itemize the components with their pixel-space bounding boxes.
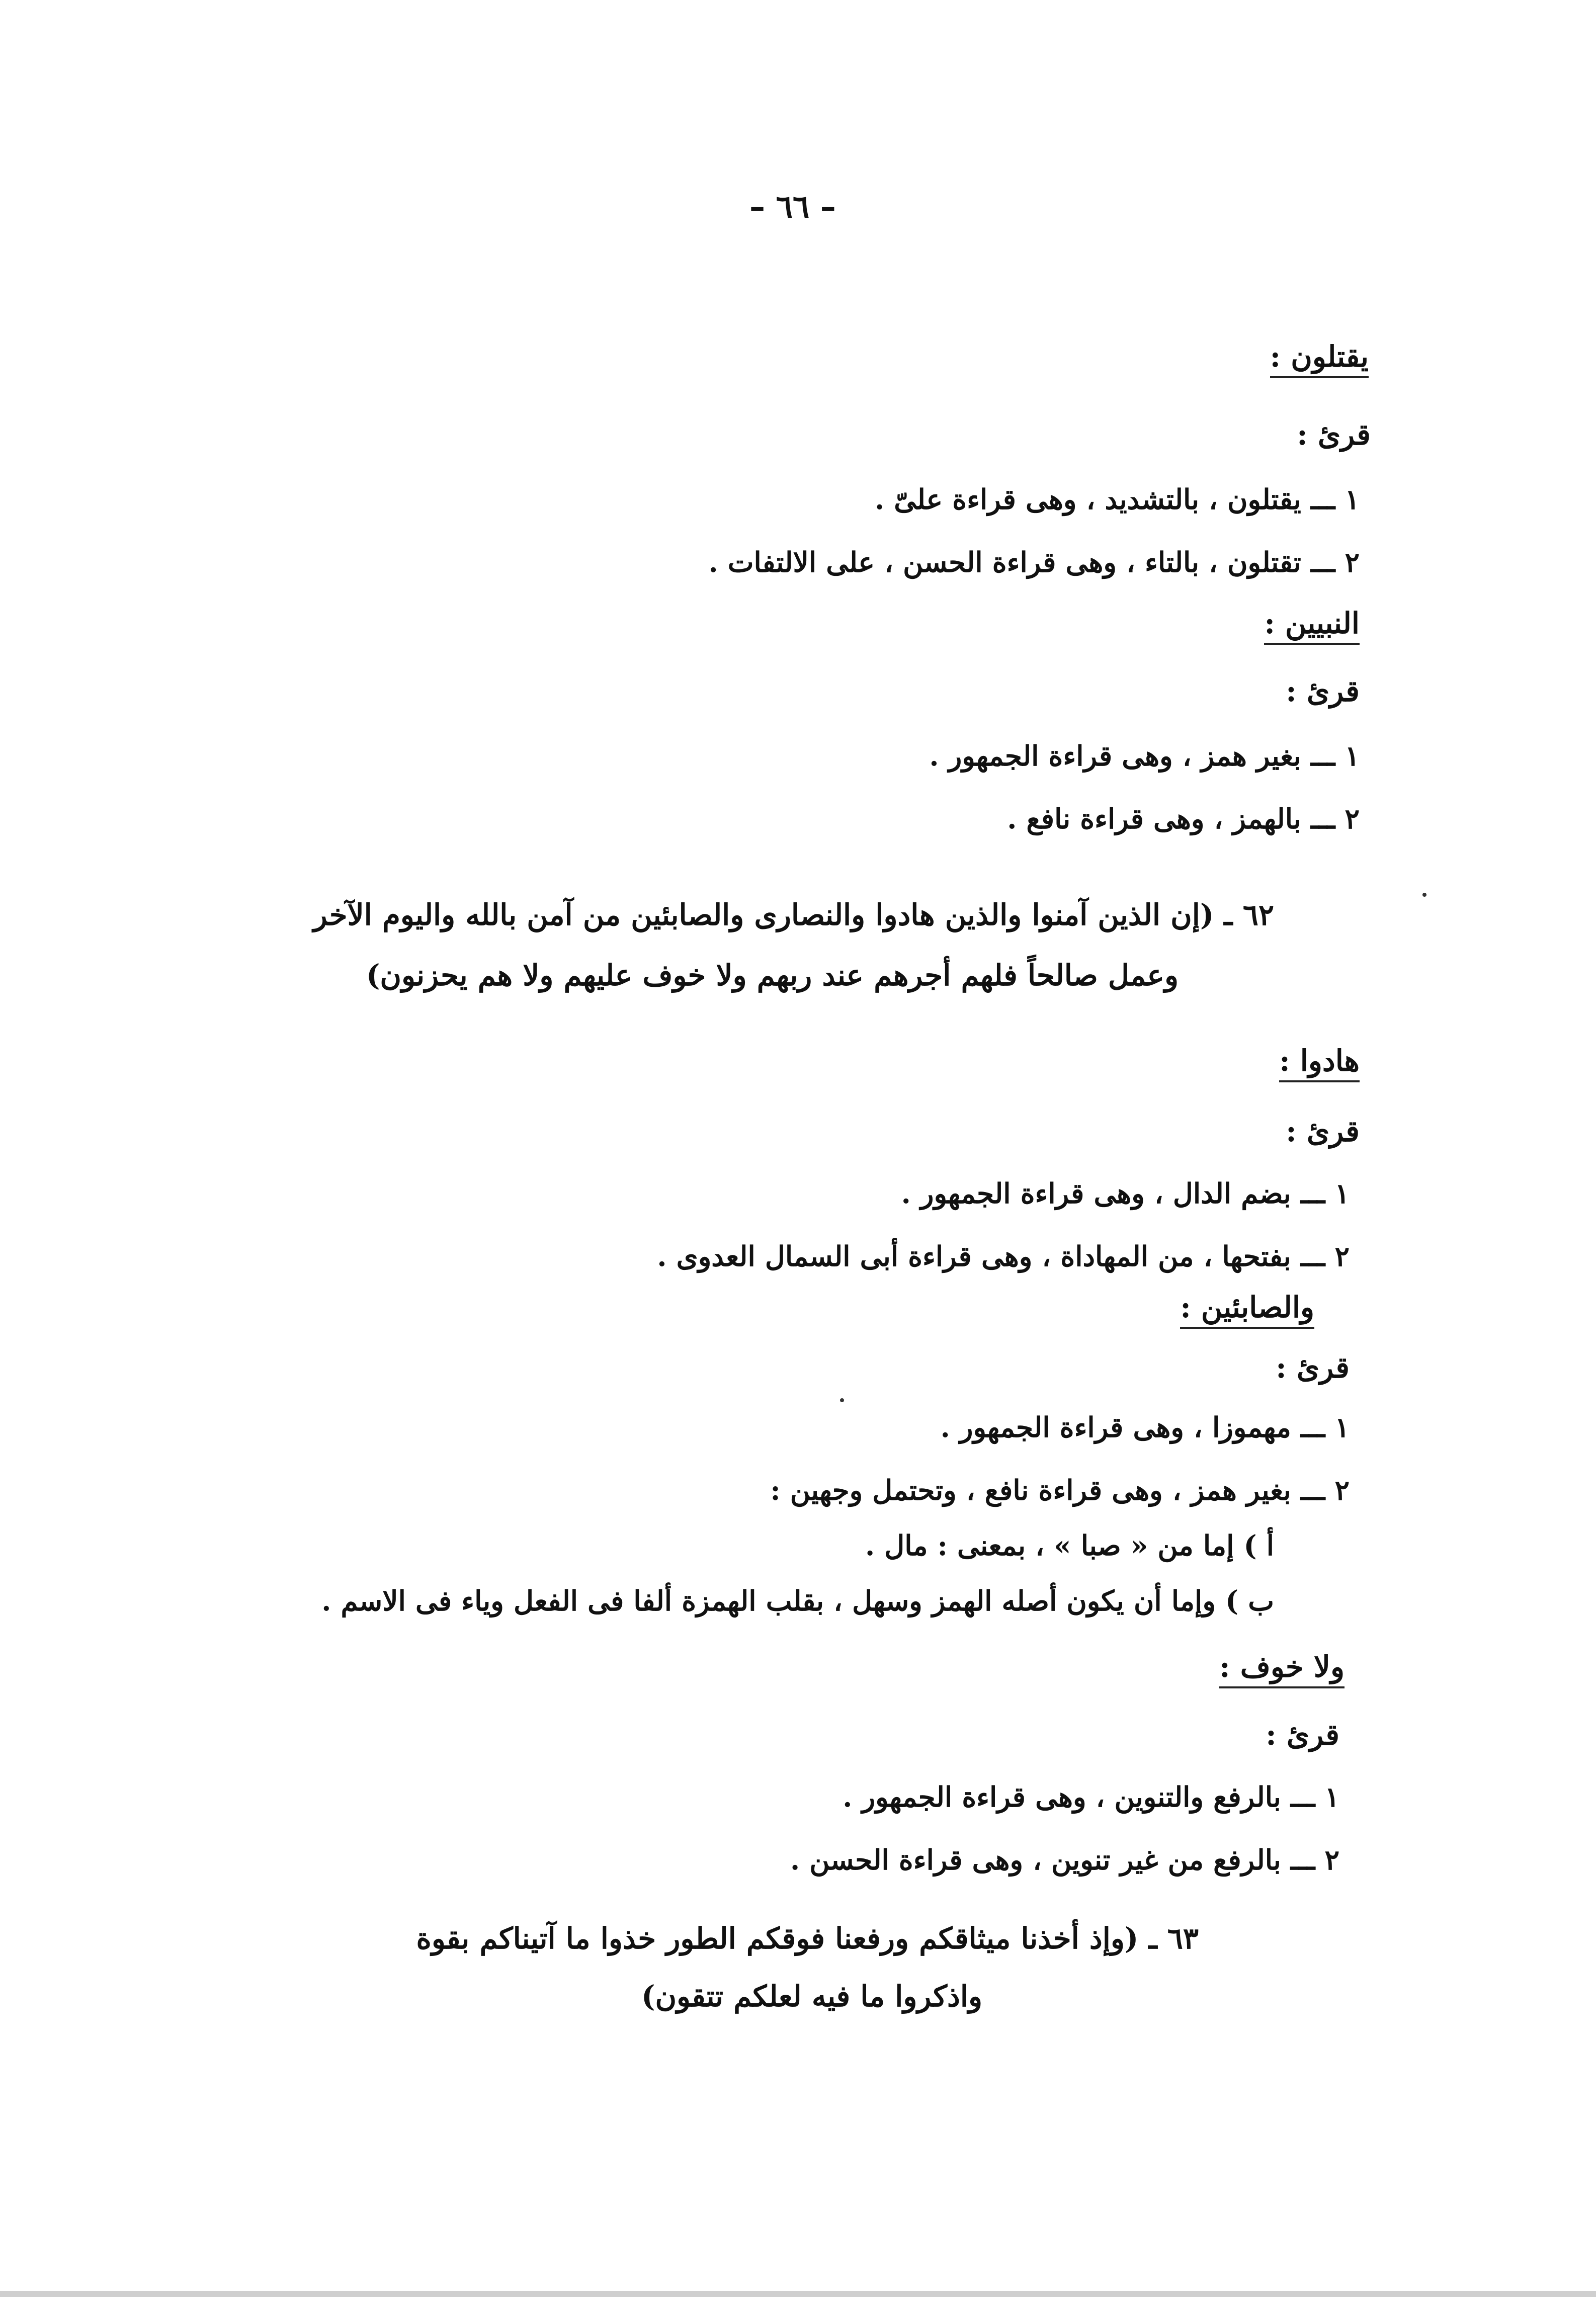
reading-line: ٢ ـــ بالهمز ، وهى قراءة نافع .: [1007, 802, 1360, 835]
viewer-bottom-edge: [0, 2291, 1596, 2297]
qurie-label: قرئ :: [1266, 1718, 1339, 1752]
verse-text: واذكروا ما فيه لعلكم تتقون): [641, 1979, 982, 2013]
reading-line: ١ ـــ بالرفع والتنوين ، وهى قراءة الجمهور .: [843, 1780, 1339, 1813]
reading-line: ٢ ـــ بفتحها ، من المهاداة ، وهى قراءة أبى السمال العدوى .: [657, 1240, 1350, 1272]
qurie-label: قرئ :: [1297, 417, 1371, 452]
heading-word: يقتلون :: [1270, 342, 1369, 378]
verse-text: ٦٢ ـ (إن الذين آمنوا والذين هادوا والنصارى والصابئين من آمن بالله واليوم الآخر: [313, 898, 1274, 932]
reading-line: ١ ـــ مهموزا ، وهى قراءة الجمهور .: [940, 1411, 1350, 1443]
reading-line: ٢ ـــ بغير همز ، وهى قراءة نافع ، وتحتمل وجهين :: [770, 1474, 1350, 1506]
verse-text: ٦٣ ـ (وإذ أخذنا ميثاقكم ورفعنا فوقكم الطور خذوا ما آتيناكم بقوة: [416, 1921, 1199, 1955]
qurie-label: قرئ :: [1276, 1350, 1350, 1385]
qurie-label: قرئ :: [1286, 1114, 1360, 1148]
reading-line: ٢ ـــ بالرفع من غير تنوين ، وهى قراءة الحسن .: [790, 1843, 1339, 1876]
verse-text: وعمل صالحاً فلهم أجرهم عند ربهم ولا خوف عليهم ولا هم يحزنون): [366, 958, 1179, 992]
sub-reading-line: أ ) إما من « صبا » ، بمعنى : مال .: [865, 1529, 1274, 1562]
qurie-label: قرئ :: [1286, 674, 1360, 708]
heading-word: والصابئين :: [1180, 1293, 1314, 1329]
reading-line: ٢ ـــ تقتلون ، بالتاء ، وهى قراءة الحسن ، على الالتفات .: [708, 546, 1360, 578]
sub-reading-line: ب ) وإما أن يكون أصله الهمز وسهل ، بقلب الهمزة ألفا فى الفعل وياء فى الاسم .: [321, 1584, 1274, 1617]
heading-word: هادوا :: [1279, 1046, 1360, 1082]
reading-line: ١ ـــ بغير همز ، وهى قراءة الجمهور .: [929, 739, 1360, 772]
reading-line: ١ ـــ بضم الدال ، وهى قراءة الجمهور .: [901, 1177, 1350, 1210]
heading-word: ولا خوف :: [1219, 1652, 1345, 1688]
ink-speck: [840, 1398, 844, 1402]
reading-line: ١ ـــ يقتلون ، بالتشديد ، وهى قراءة علىّ .: [874, 483, 1360, 516]
heading-word: النبيين :: [1264, 609, 1360, 645]
page-number: – ٦٦ –: [749, 188, 836, 225]
ink-speck: [1422, 893, 1426, 897]
